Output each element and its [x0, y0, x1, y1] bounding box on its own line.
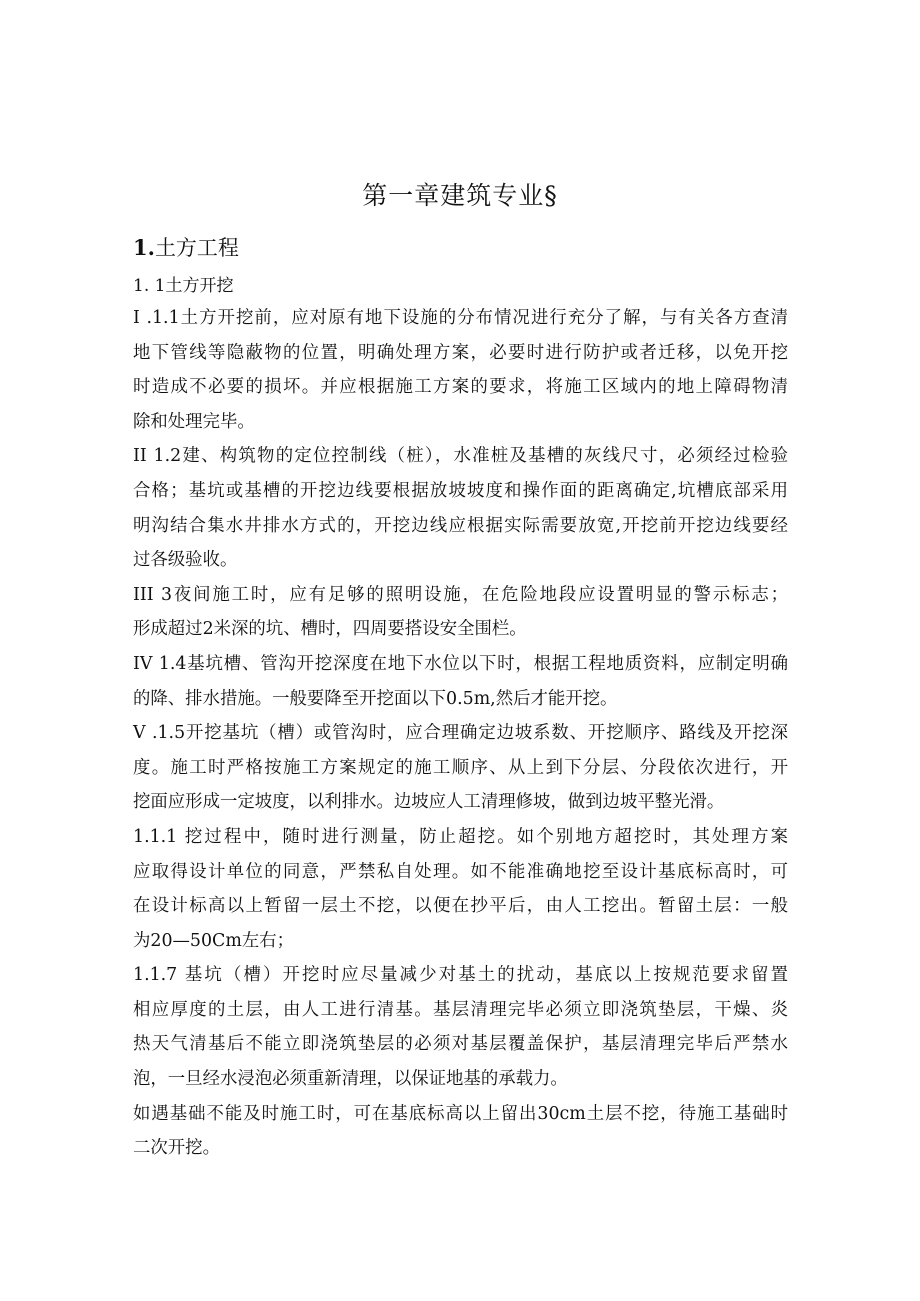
body-line: 除和处理完毕。	[133, 411, 255, 432]
body-line: 的降、排水措施。一般要降至开挖面以下0.5m,然后才能开挖。	[133, 688, 618, 709]
body-line: II 1.2建、构筑物的定位控制线（桩），水准桩及基槽的灰线尺寸，必须经过检验	[133, 446, 788, 467]
body-line: 明沟结合集水井排水方式的，开挖边线应根据实际需要放宽,开挖前开挖边线要经	[133, 515, 788, 536]
body-line: 过各级验收。	[133, 550, 238, 571]
body-line: 1.1.1 挖过程中，随时进行测量，防止超挖。如个别地方超挖时，其处理方案	[133, 826, 788, 847]
body-line: IV 1.4基坑槽、管沟开挖深度在地下水位以下时，根据工程地质资料，应制定明确	[133, 653, 788, 674]
body-line: 相应厚度的土层，由人工进行清基。基层清理完毕必须立即浇筑垫层，干燥、炎	[133, 999, 788, 1020]
section-heading	[133, 232, 239, 262]
document-body	[133, 301, 788, 1166]
page-title: 第一章建筑专业§	[362, 181, 558, 210]
body-line: 合格；基坑或基槽的开挖边线要根据放坡坡度和操作面的距离确定,坑槽底部采用	[133, 480, 788, 501]
subsection-heading: 1. 1土方开挖	[133, 276, 234, 296]
body-line: 如遇基础不能及时施工时，可在基底标高以上留出30cm土层不挖，待施工基础时	[133, 1103, 788, 1124]
section-number: 1.	[133, 235, 155, 260]
body-line: III 3夜间施工时，应有足够的照明设施，在危险地段应设置明显的警示标志；	[133, 584, 788, 605]
body-line: 1.1.7 基坑（槽）开挖时应尽量减少对基土的扰动，基底以上按规范要求留置	[133, 965, 788, 986]
body-line: V .1.5开挖基坑（槽）或管沟时，应合理确定边坡系数、开挖顺序、路线及开挖深	[133, 723, 788, 744]
body-line: 泡，一旦经水浸泡必须重新清理，以保证地基的承载力。	[133, 1069, 568, 1090]
body-line: 度。施工时严格按施工方案规定的施工顺序、从上到下分层、分段依次进行，开	[133, 757, 788, 778]
section-label: 土方工程	[154, 236, 239, 260]
body-line: 时造成不必要的损坏。并应根据施工方案的要求，将施工区域内的地上障碍物清	[133, 377, 788, 398]
body-line: 应取得设计单位的同意，严禁私自处理。如不能准确地挖至设计基底标高时，可	[133, 861, 788, 882]
body-line: 为20—50Cm左右；	[133, 930, 295, 951]
body-line: I .1.1土方开挖前，应对原有地下设施的分布情况进行充分了解，与有关各方查清	[133, 308, 788, 328]
body-line: 热天气清基后不能立即浇筑垫层的必须对基层覆盖保护，基层清理完毕后严禁水	[133, 1034, 788, 1055]
body-line: 二次开挖。	[133, 1138, 220, 1159]
body-line: 地下管线等隐蔽物的位置，明确处理方案，必要时进行防护或者迁移，以免开挖	[133, 342, 788, 363]
body-line: 形成超过2米深的坑、槽时，四周要搭设安全围栏。	[133, 619, 527, 640]
body-line: 在设计标高以上暂留一层土不挖，以便在抄平后，由人工挖出。暂留土层：一般	[133, 896, 788, 917]
body-line: 挖面应形成一定坡度，以利排水。边坡应人工清理修坡，做到边坡平整光滑。	[133, 792, 725, 813]
